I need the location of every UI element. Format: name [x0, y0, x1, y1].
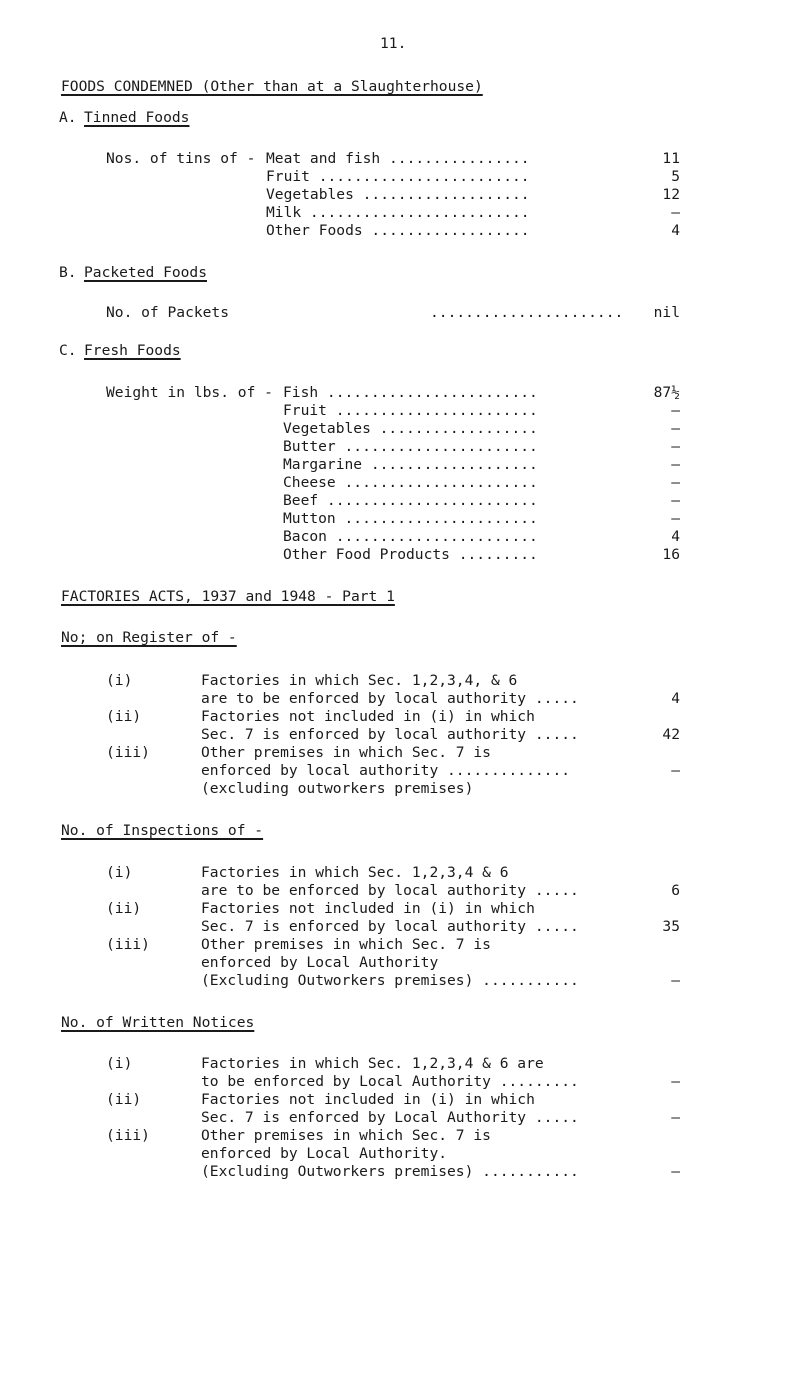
- fresh-row-value: –: [671, 456, 680, 473]
- item-value: 42: [662, 726, 680, 743]
- item-number: (ii): [106, 900, 142, 917]
- item-number: (i): [106, 1055, 133, 1072]
- tinned-row-label: Milk .........................: [266, 204, 530, 221]
- item-number: (iii): [106, 744, 150, 761]
- fresh-row-label: Cheese ......................: [283, 474, 538, 491]
- packets-label: No. of Packets: [106, 304, 230, 321]
- tinned-row-label: Vegetables ...................: [266, 186, 530, 203]
- item-number: (iii): [106, 1127, 150, 1144]
- fresh-row-value: –: [671, 402, 680, 419]
- tinned-row-label: Other Foods ..................: [266, 222, 530, 239]
- item-number: (ii): [106, 1091, 142, 1108]
- item-line: enforced by Local Authority: [201, 954, 439, 971]
- item-line: (Excluding Outworkers premises) ...........: [201, 972, 579, 989]
- item-value: 4: [671, 690, 680, 707]
- item-line: Sec. 7 is enforced by local authority .....: [201, 918, 579, 935]
- page-number: 11.: [380, 35, 407, 52]
- item-value: –: [671, 1109, 680, 1126]
- tinned-row-value: 4: [671, 222, 680, 239]
- fresh-row-value: –: [671, 474, 680, 491]
- fresh-row-label: Fruit .......................: [283, 402, 538, 419]
- factories-acts-title: FACTORIES ACTS, 1937 and 1948 - Part 1: [61, 588, 395, 605]
- section-letter-a: A.: [59, 109, 77, 126]
- foods-condemned-title: FOODS CONDEMNED (Other than at a Slaughterhouse): [61, 78, 483, 95]
- tinned-row-value: 11: [662, 150, 680, 167]
- section-letter-c: C.: [59, 342, 77, 359]
- item-value: –: [671, 762, 680, 779]
- item-line: Sec. 7 is enforced by Local Authority .....: [201, 1109, 579, 1126]
- item-line: enforced by Local Authority.: [201, 1145, 448, 1162]
- fresh-row-label: Fish ........................: [283, 384, 538, 401]
- item-value: 6: [671, 882, 680, 899]
- fresh-row-value: –: [671, 510, 680, 527]
- fresh-row-label: Beef ........................: [283, 492, 538, 509]
- tinned-row-label: Fruit ........................: [266, 168, 530, 185]
- item-line: Factories in which Sec. 1,2,3,4 & 6 are: [201, 1055, 544, 1072]
- item-line: Factories in which Sec. 1,2,3,4 & 6: [201, 864, 509, 881]
- item-line: (excluding outworkers premises): [201, 780, 474, 797]
- fresh-row-label: Butter ......................: [283, 438, 538, 455]
- item-number: (ii): [106, 708, 142, 725]
- tinned-prefix: Nos. of tins of -: [106, 150, 265, 167]
- tinned-row-value: –: [671, 204, 680, 221]
- item-number: (iii): [106, 936, 150, 953]
- fresh-row-label: Other Food Products .........: [283, 546, 538, 563]
- fresh-row-value: –: [671, 492, 680, 509]
- section-letter-b: B.: [59, 264, 77, 281]
- item-line: Other premises in which Sec. 7 is: [201, 744, 491, 761]
- item-line: Sec. 7 is enforced by local authority .....: [201, 726, 579, 743]
- item-value: –: [671, 1073, 680, 1090]
- fresh-prefix: Weight in lbs. of -: [106, 384, 282, 401]
- fresh-row-value: 4: [671, 528, 680, 545]
- item-line: are to be enforced by local authority .....: [201, 882, 579, 899]
- register-heading: No; on Register of -: [61, 629, 237, 646]
- packets-value: nil: [653, 304, 680, 321]
- fresh-foods-heading: Fresh Foods: [84, 342, 181, 359]
- item-number: (i): [106, 672, 133, 689]
- fresh-row-label: Bacon .......................: [283, 528, 538, 545]
- item-line: are to be enforced by local authority .....: [201, 690, 579, 707]
- tinned-foods-heading: Tinned Foods: [84, 109, 190, 126]
- item-line: Factories not included in (i) in which: [201, 1091, 535, 1108]
- fresh-row-value: 16: [662, 546, 680, 563]
- written-notices-heading: No. of Written Notices: [61, 1014, 255, 1031]
- tinned-row-label: Meat and fish ................: [266, 150, 530, 167]
- item-value: 35: [662, 918, 680, 935]
- item-line: to be enforced by Local Authority .........: [201, 1073, 579, 1090]
- item-line: Factories in which Sec. 1,2,3,4, & 6: [201, 672, 518, 689]
- fresh-row-value: –: [671, 438, 680, 455]
- item-value: –: [671, 972, 680, 989]
- item-line: Other premises in which Sec. 7 is: [201, 1127, 491, 1144]
- item-line: Factories not included in (i) in which: [201, 708, 535, 725]
- fresh-row-label: Margarine ...................: [283, 456, 538, 473]
- item-line: Factories not included in (i) in which: [201, 900, 535, 917]
- inspections-heading: No. of Inspections of -: [61, 822, 264, 839]
- tinned-row-value: 12: [662, 186, 680, 203]
- fresh-row-label: Mutton ......................: [283, 510, 538, 527]
- fresh-row-value: –: [671, 420, 680, 437]
- tinned-row-value: 5: [671, 168, 680, 185]
- item-line: (Excluding Outworkers premises) ...........: [201, 1163, 579, 1180]
- packets-dots: ......................: [430, 304, 624, 321]
- item-value: –: [671, 1163, 680, 1180]
- item-number: (i): [106, 864, 133, 881]
- fresh-row-value: 87½: [653, 384, 680, 401]
- item-line: Other premises in which Sec. 7 is: [201, 936, 491, 953]
- fresh-row-label: Vegetables ..................: [283, 420, 538, 437]
- packeted-foods-heading: Packeted Foods: [84, 264, 208, 281]
- item-line: enforced by local authority ..............: [201, 762, 571, 779]
